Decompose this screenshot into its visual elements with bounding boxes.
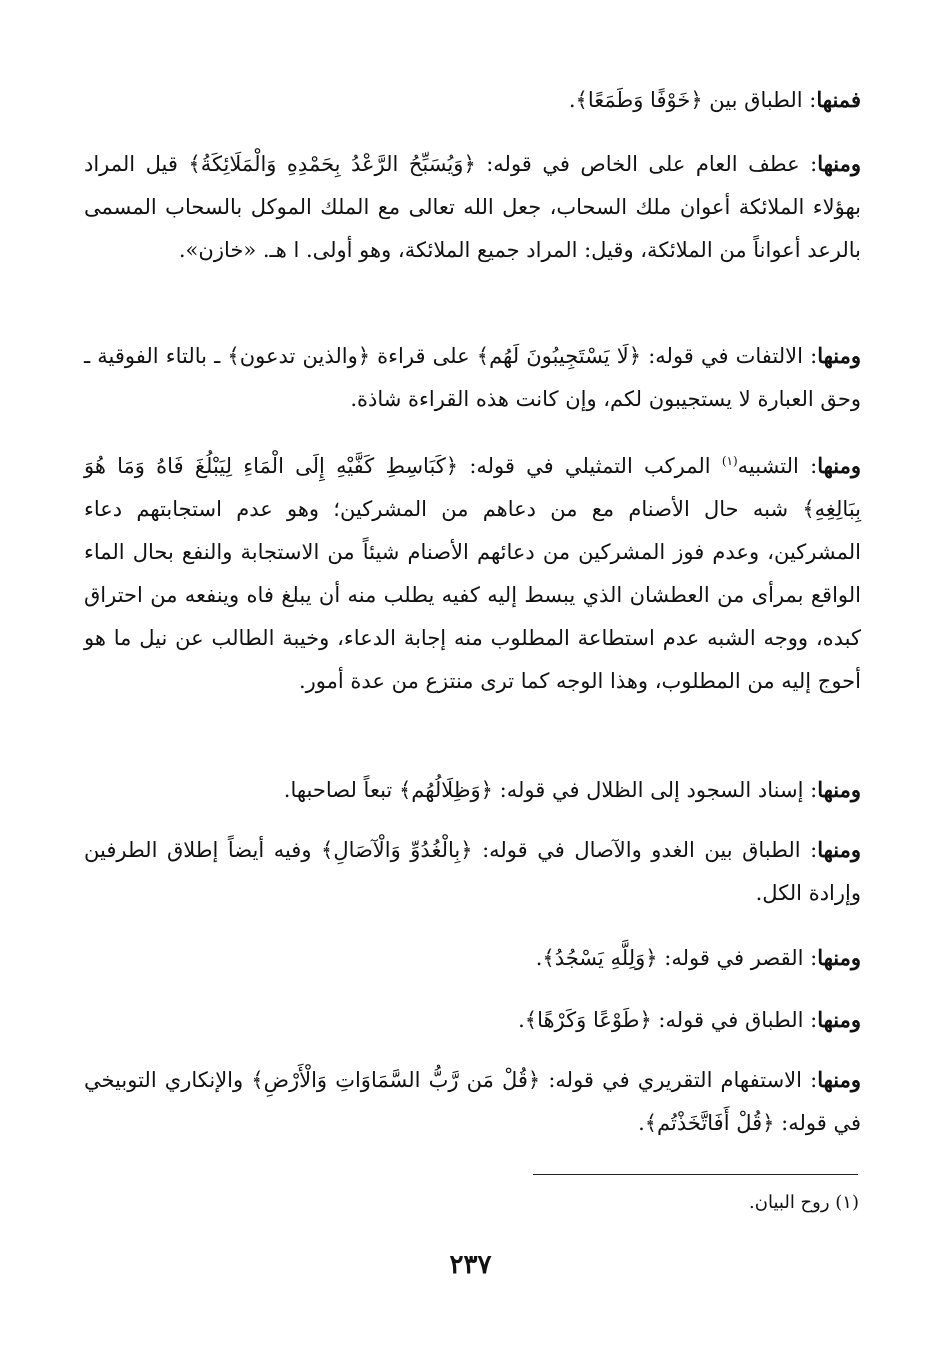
- paragraph-6: [84, 828, 861, 915]
- paragraph-text: : الاستفهام التقريري في قوله: ﴿قُلْ مَن رَّبُّ السَّمَاوَاتِ وَالْأَرْضِ﴾ والإنكاري التوبيخي في قوله: ﴿قُلْ أَفَاتَّخَذْتُم﴾.: [84, 1068, 861, 1135]
- footnote-marker[interactable]: (١): [721, 454, 738, 468]
- paragraph-lead: ومنها: [817, 1007, 861, 1032]
- paragraph-text: : إسناد السجود إلى الظلال في قوله: ﴿وَظِلَالُهُم﴾ تبعاً لصاحبها.: [283, 778, 818, 802]
- paragraph-2: [84, 142, 861, 272]
- paragraph-3: [84, 334, 861, 421]
- paragraph-lead: ومنها: [817, 343, 861, 368]
- paragraph-lead: فمنها: [816, 87, 861, 112]
- paragraph-9: [84, 1058, 861, 1145]
- footnote: (١) روح البيان.: [749, 1192, 859, 1213]
- paragraph-text: : الطباق بين ﴿خَوْفًا وَطَمَعًا﴾.: [568, 88, 817, 112]
- paragraph-text: : التشبيه: [737, 454, 818, 478]
- paragraph-text: : الالتفات في قوله: ﴿لَا يَسْتَجِيبُونَ لَهُم﴾ على قراءة ﴿والذين تدعون﴾ ـ بالتاء الفوقية ـ وحق العبارة لا يستجيبون لكم، وإن كانت هذه القراءة شاذة.: [84, 344, 861, 411]
- paragraph-text: : الطباق بين الغدو والآصال في قوله: ﴿بِالْغُدُوِّ وَالْآصَالِ﴾ وفيه أيضاً إطلاق الطرفين وإرادة الكل.: [84, 838, 861, 905]
- paragraph-8: [84, 998, 861, 1042]
- footnote-divider: [533, 1174, 858, 1175]
- paragraph-text-continued: المركب التمثيلي في قوله: ﴿كَبَاسِطِ كَفَّيْهِ إِلَى الْمَاءِ لِيَبْلُغَ فَاهُ وَمَا هُوَ بِبَالِغِهِ﴾ شبه حال الأصنام مع من دعاهم من المشركين؛ وهو عدم استجابتهم دعاء المشركين، وعدم فوز المشركين من دعائهم الأصنام شيئاً من الاستجابة والنفع بحال الماء الواقع بمرأى من العطشان الذي يبسط إليه كفيه يطلب منه أن يبلغ فاه وينفعه من احتراق كبده، ووجه الشبه عدم استطاعة المطلوب منه إجابة الدعاء، وخيبة الطالب عن نيل ما هو أحوج إليه من المطلوب، وهذا الوجه كما ترى منتزع من عدة أمور.: [84, 454, 861, 693]
- paragraph-1: [84, 78, 861, 122]
- paragraph-lead: ومنها: [817, 945, 861, 970]
- paragraph-7: [84, 936, 861, 980]
- page-number: ٢٣٧: [449, 1250, 492, 1280]
- paragraph-lead: ومنها: [817, 1067, 861, 1092]
- paragraph-lead: ومنها: [817, 777, 861, 802]
- paragraph-lead: ومنها: [817, 837, 861, 862]
- paragraph-5: [84, 768, 861, 812]
- paragraph-text: : عطف العام على الخاص في قوله: ﴿وَيُسَبِّحُ الرَّعْدُ بِحَمْدِهِ وَالْمَلَائِكَةُ﴾ قيل المراد بهؤلاء الملائكة أعوان ملك السحاب، جعل الله تعالى مع الملك الموكل بالسحاب المسمى بالرعد أعواناً من الملائكة، وقيل: المراد جميع الملائكة، وهو أولى. ا هـ. «خازن».: [84, 152, 861, 262]
- paragraph-lead: ومنها: [817, 453, 861, 478]
- paragraph-text: : الطباق في قوله: ﴿طَوْعًا وَكَرْهًا﴾.: [518, 1008, 818, 1032]
- paragraph-lead: ومنها: [817, 151, 861, 176]
- paragraph-4: [84, 440, 861, 703]
- paragraph-text: : القصر في قوله: ﴿وَلِلَّهِ يَسْجُدُ﴾.: [535, 946, 818, 970]
